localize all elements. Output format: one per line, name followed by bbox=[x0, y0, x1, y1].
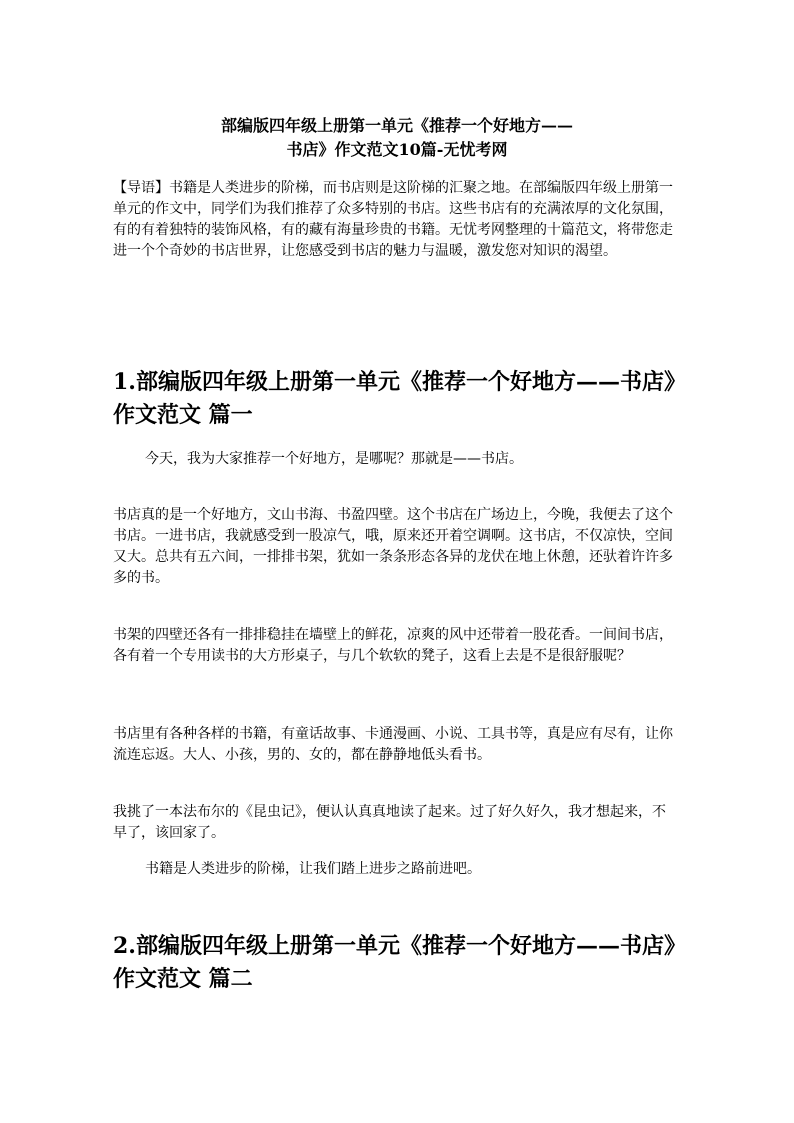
section-1-paragraph-1: 今天，我为大家推荐一个好地方，是哪呢？那就是——书店。 bbox=[145, 451, 523, 467]
section-2-heading: 2.部编版四年级上册第一单元《推荐一个好地方——书店》作文范文 篇二 bbox=[113, 933, 675, 992]
section-1-heading: 1.部编版四年级上册第一单元《推荐一个好地方——书店》作文范文 篇一 bbox=[113, 369, 675, 428]
intro-paragraph: 【导语】书籍是人类进步的阶梯，而书店则是这阶梯的汇聚之地。在部编版四年级上册第一单元的作文中，同学们为我们推荐了众多特别的书店。这些书店有的充满浓厚的文化氛围，有的有着独特的装饰风格，有的藏有海量珍贵的书籍。无忧考网整理的十篇范文，将带您走进一个个奇妙的书店世界，让您感受到书店的魅力与温暖，激发您对知识的渴望。 bbox=[113, 180, 673, 259]
section-1-paragraph-3: 书架的四壁还各有一排排稳挂在墙壁上的鲜花，凉爽的风中还带着一股花香。一间间书店，各有着一个专用读书的大方形桌子，与几个软软的凳子，这看上去是不是很舒服呢？ bbox=[113, 627, 673, 664]
section-1-paragraph-2: 书店真的是一个好地方，文山书海、书盈四壁。这个书店在广场边上，今晚，我便去了这个书店。一进书店，我就感受到一股凉气，哦，原来还开着空调啊。这书店，不仅凉快，空间又大。总共有五六间，一排排书架，犹如一条条形态各异的龙伏在地上休憩，还驮着许许多多的书。 bbox=[113, 507, 673, 586]
document-title-line-1: 部编版四年级上册第一单元《推荐一个好地方—— bbox=[220, 116, 573, 135]
document-title-line-2: 书店》作文范文10篇-无忧考网 bbox=[286, 140, 508, 159]
section-1-paragraph-6: 书籍是人类进步的阶梯，让我们踏上进步之路前进吧。 bbox=[145, 861, 481, 877]
section-1-paragraph-4: 书店里有各种各样的书籍，有童话故事、卡通漫画、小说、工具书等，真是应有尽有，让你流连忘返。大人、小孩，男的、女的，都在静静地低头看书。 bbox=[113, 726, 673, 763]
section-1-paragraph-5: 我挑了一本法布尔的《昆虫记》，便认认真真地读了起来。过了好久好久，我才想起来，不早了，该回家了。 bbox=[113, 804, 666, 841]
